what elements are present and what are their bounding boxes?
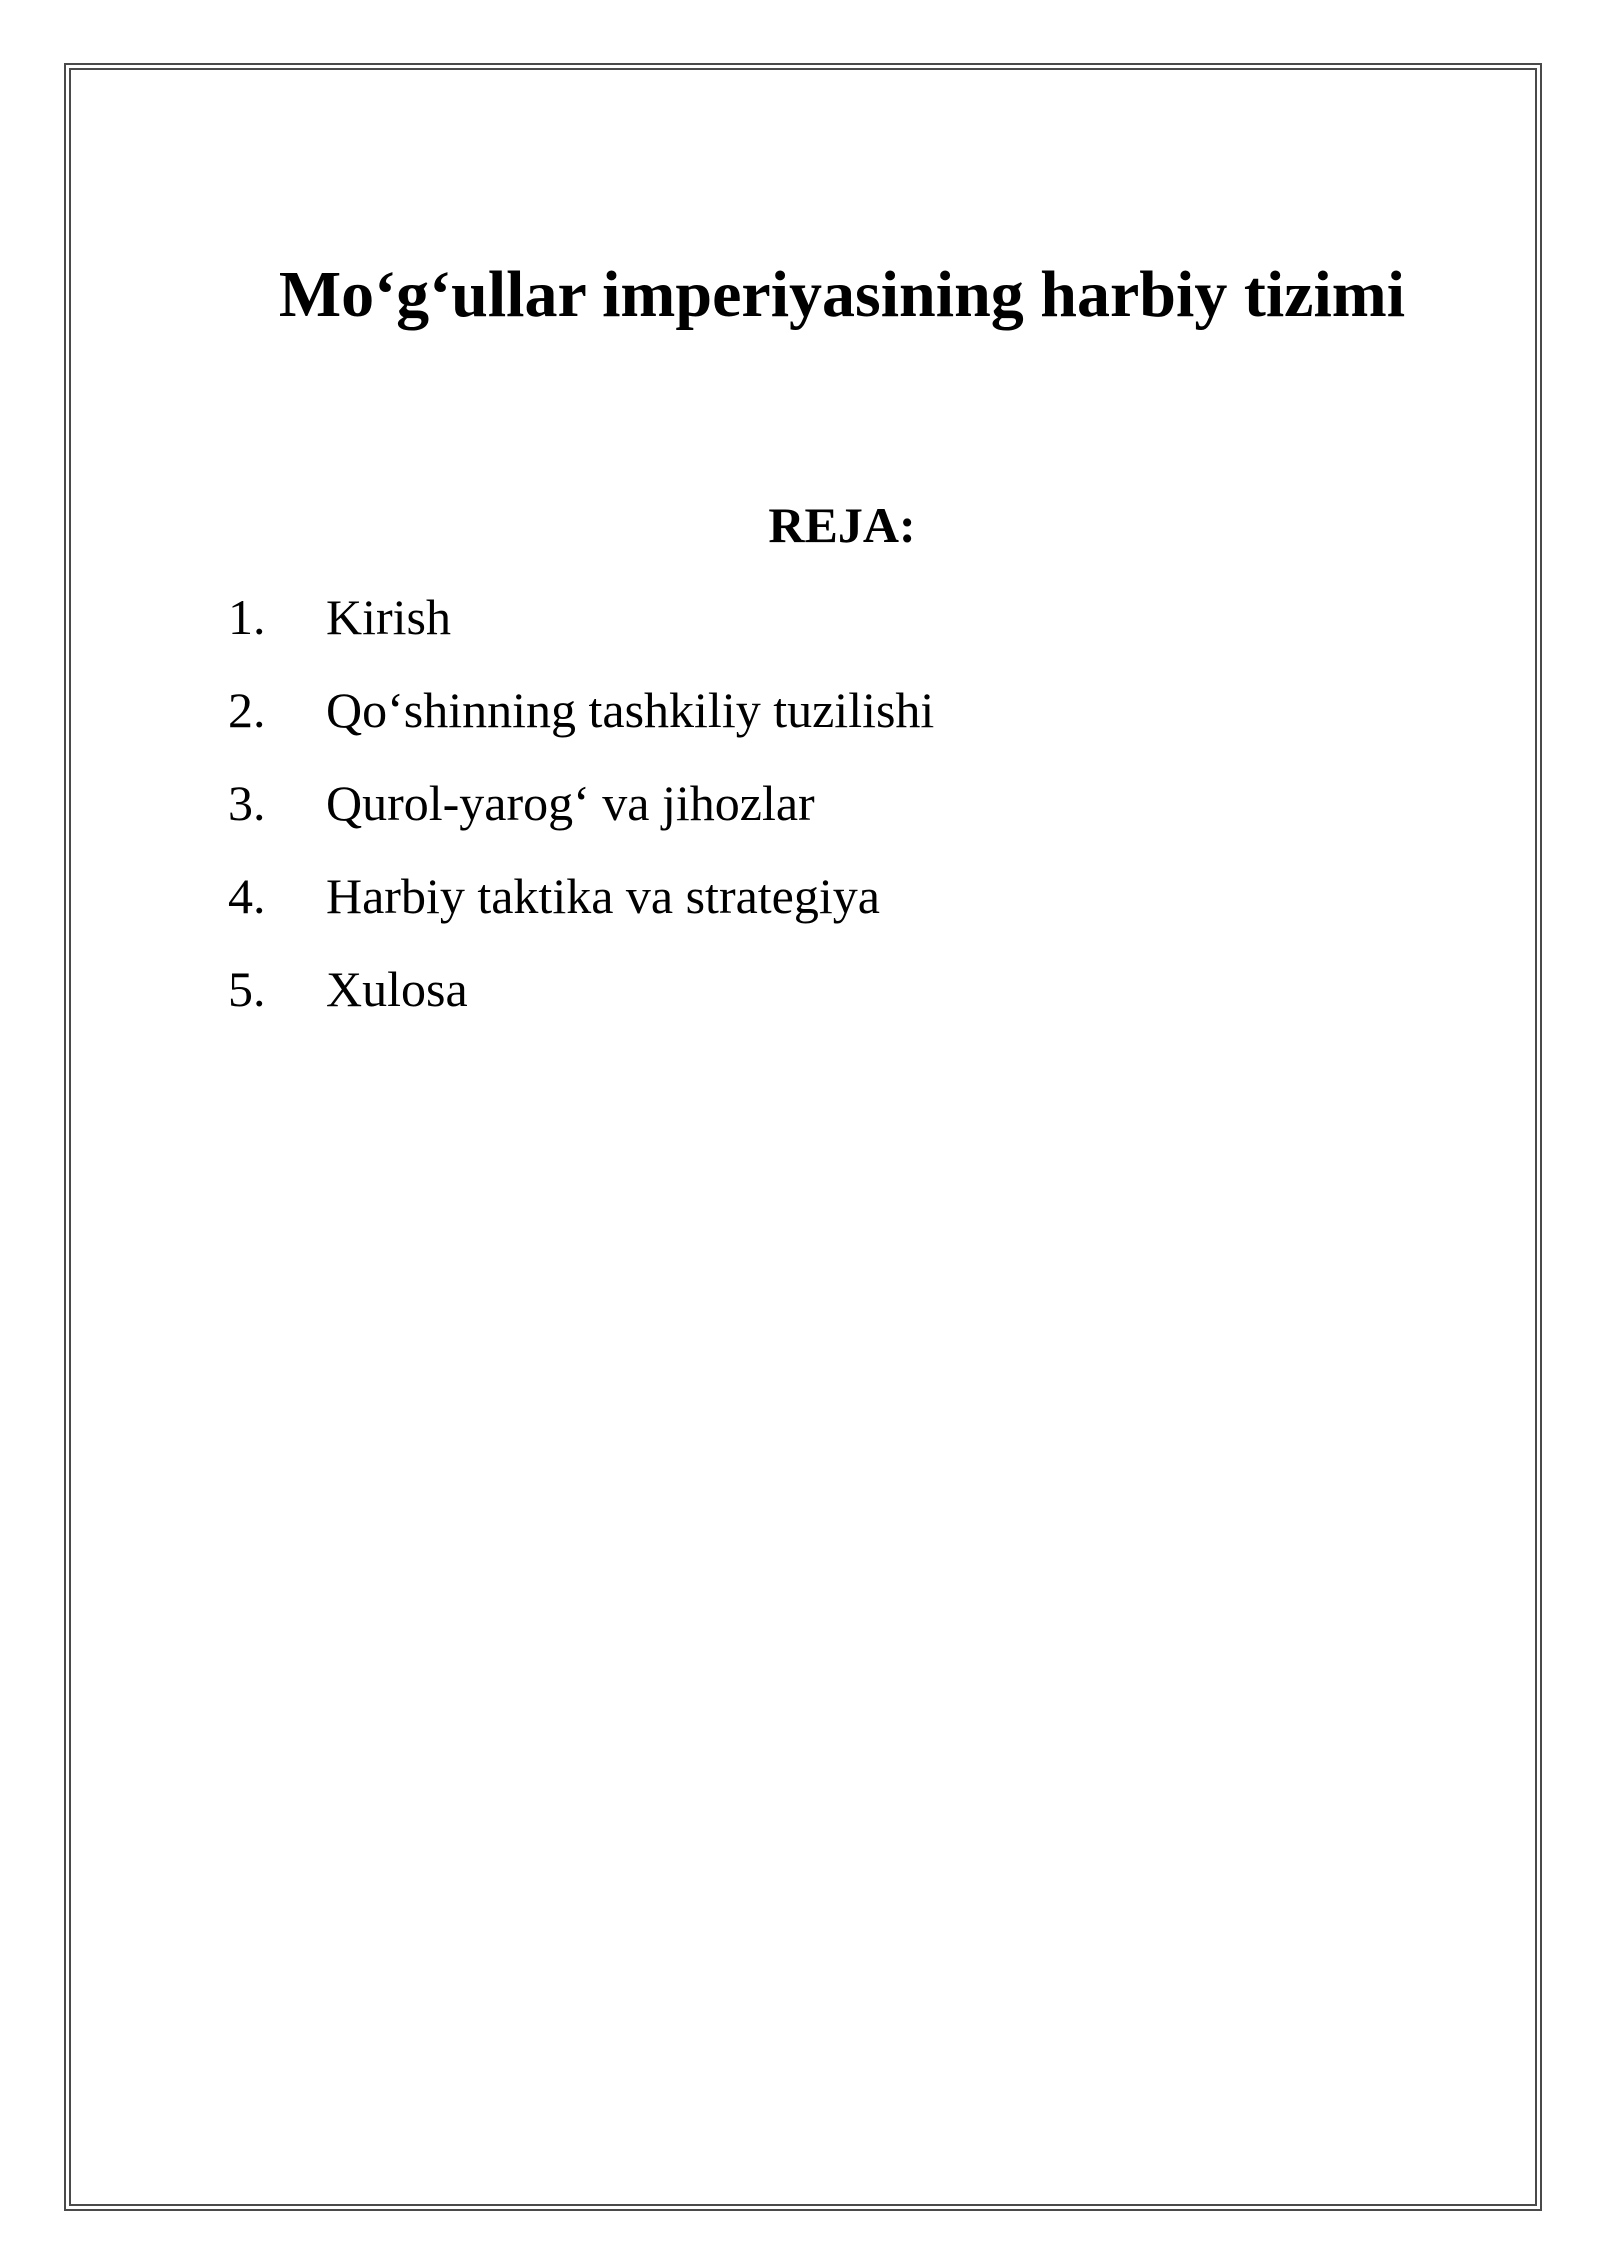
list-item xyxy=(228,768,934,861)
list-item-number: 2. xyxy=(228,682,266,738)
list-item xyxy=(228,861,934,954)
plan-list xyxy=(228,582,934,1047)
list-item-text: Kirish xyxy=(326,589,451,645)
list-item-text: Harbiy taktika va strategiya xyxy=(326,868,880,924)
list-item xyxy=(228,675,934,768)
list-item-number: 4. xyxy=(228,868,266,924)
list-item xyxy=(228,954,934,1047)
list-item xyxy=(228,582,934,675)
list-item-text: Qurol-yarog‘ va jihozlar xyxy=(326,775,815,831)
list-item-number: 5. xyxy=(228,961,266,1017)
plan-heading: REJA: xyxy=(768,497,916,553)
page-border-inner xyxy=(69,68,1537,2206)
document-title: Mo‘g‘ullar imperiyasining harbiy tizimi xyxy=(278,258,1406,331)
list-item-number: 3. xyxy=(228,775,266,831)
list-item-text: Xulosa xyxy=(326,961,468,1017)
list-item-number: 1. xyxy=(228,589,266,645)
list-item-text: Qo‘shinning tashkiliy tuzilishi xyxy=(326,682,935,738)
